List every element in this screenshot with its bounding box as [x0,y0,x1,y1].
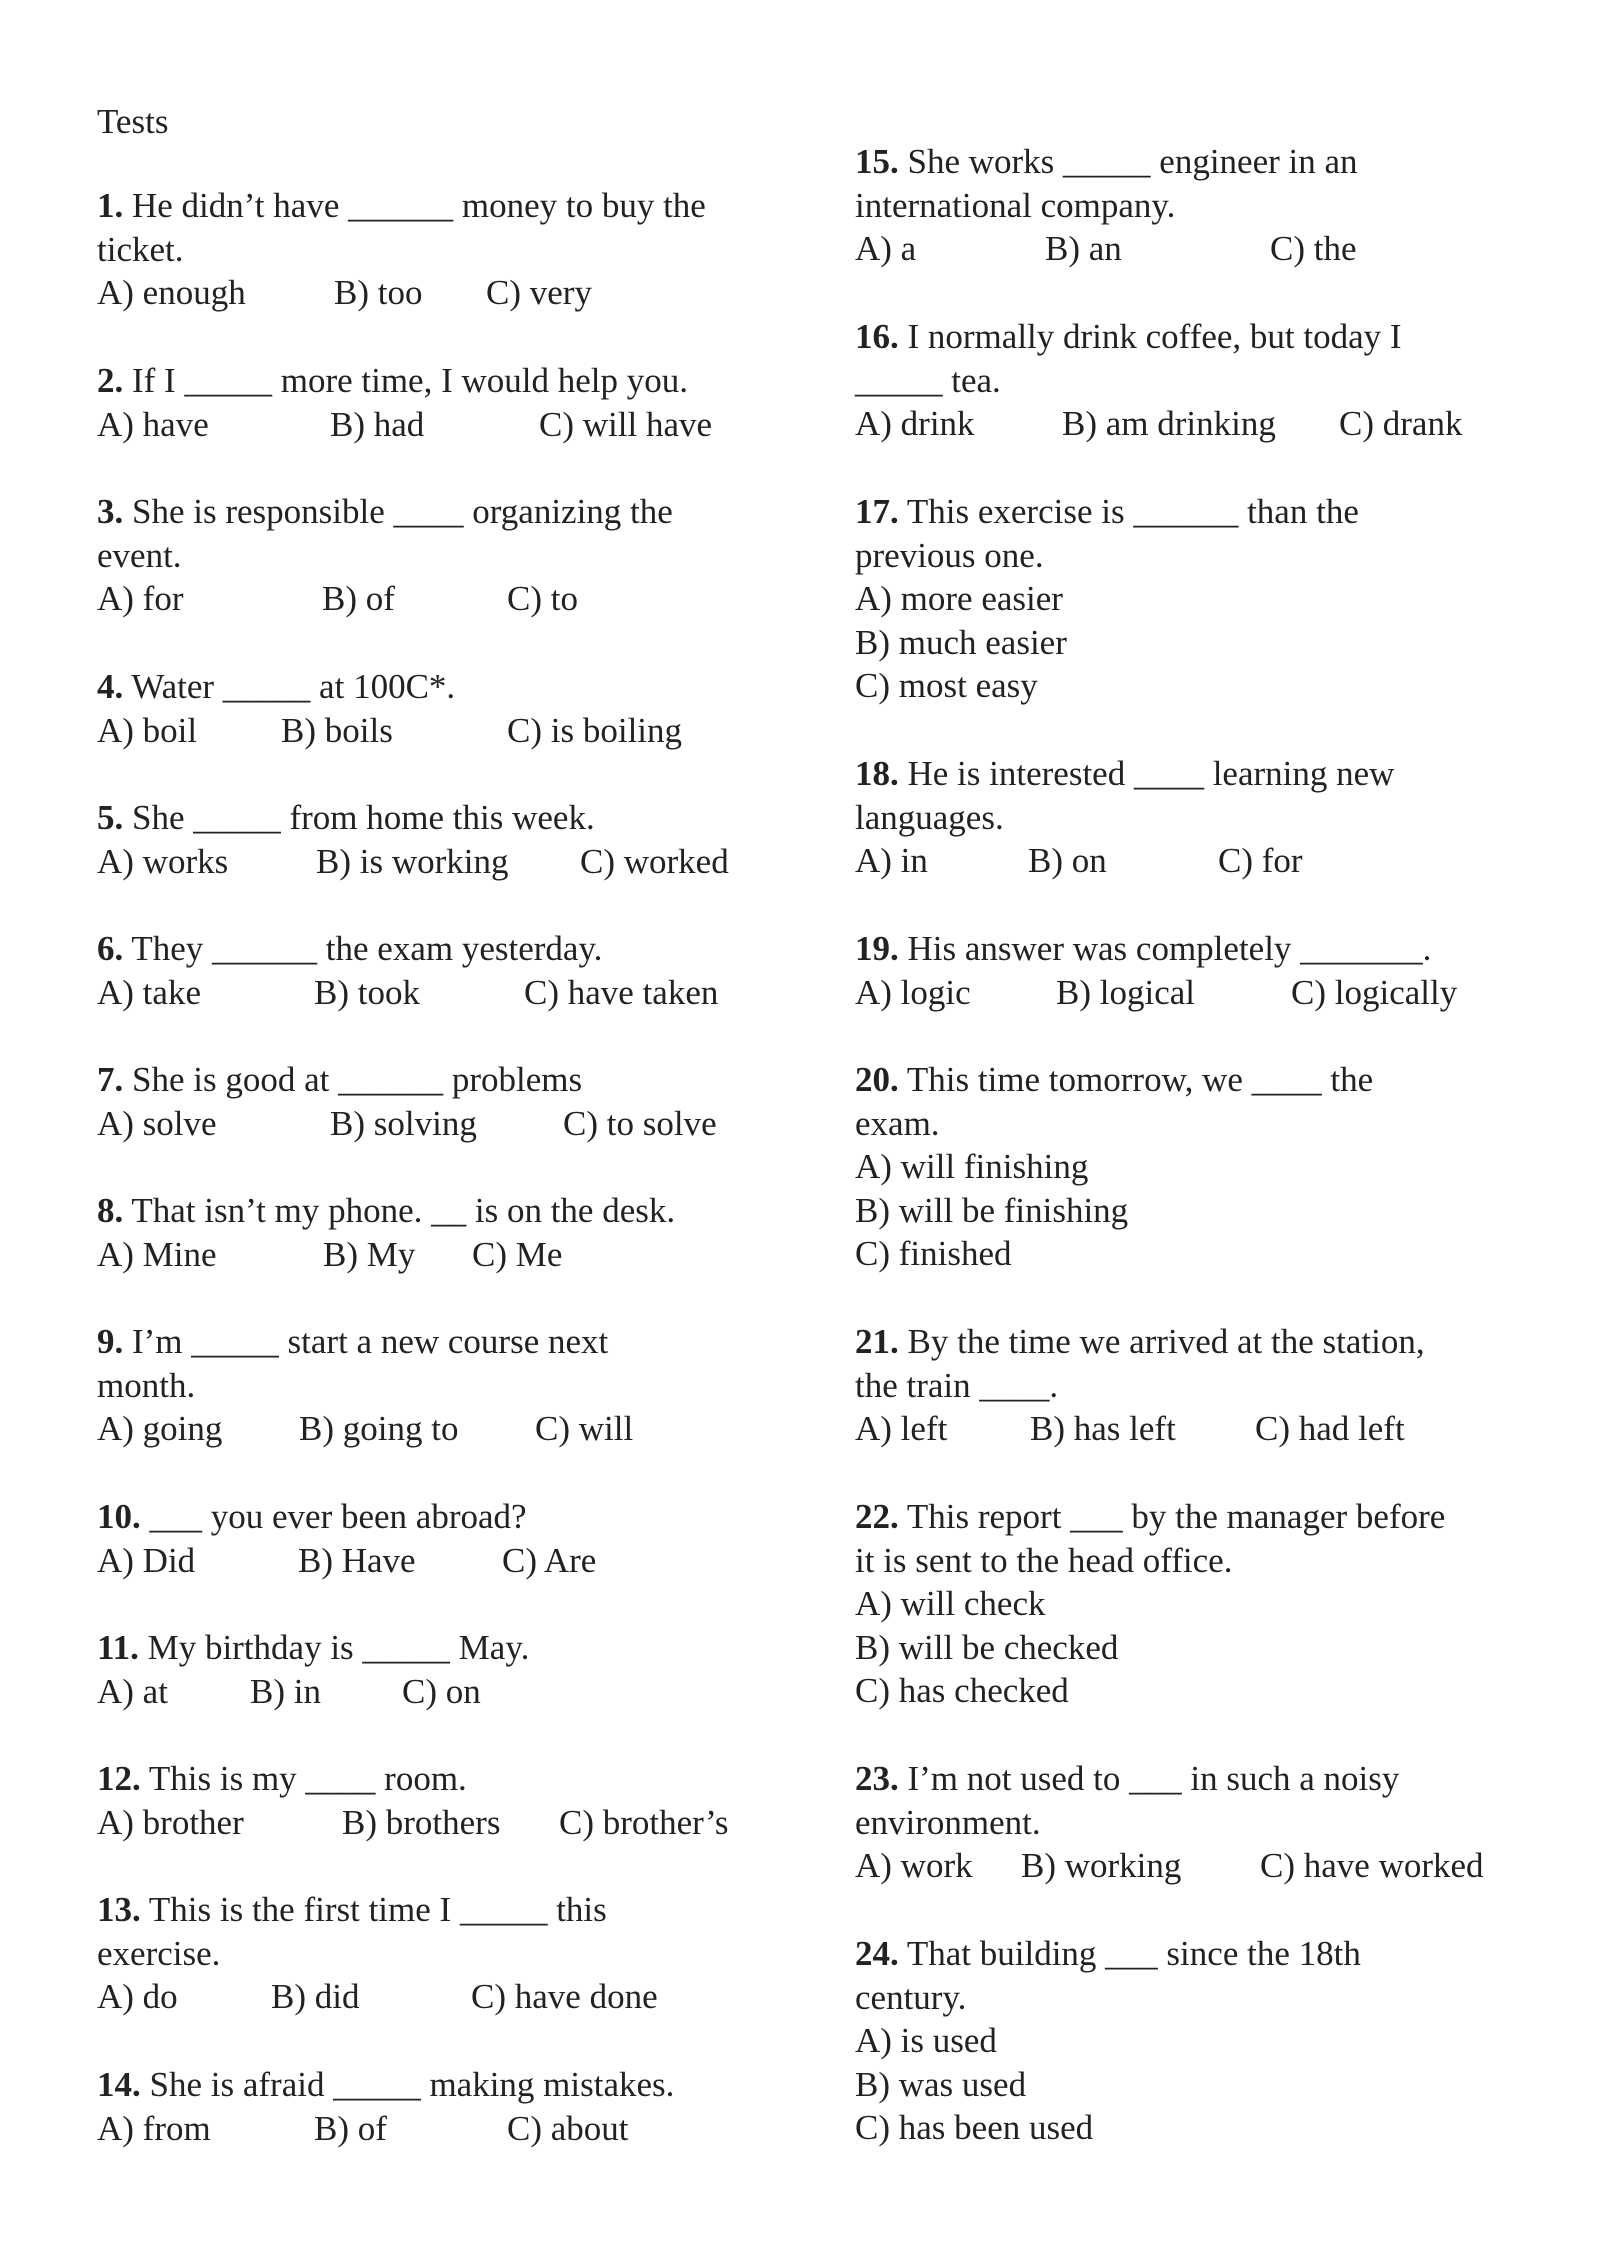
answer-options [97,1539,597,1583]
answer-option: B) will be finishing [855,1190,1129,1230]
question-line: 4. Water _____ at 100C*. [97,667,456,706]
question-text [855,927,1431,971]
question-text [97,1495,527,1539]
question-line: 12. This is my ____ room. [97,1759,467,1798]
question-text [97,184,706,271]
question-line: 22. This report ___ by the manager before [855,1497,1446,1536]
answer-option: B) working [1021,1846,1182,1886]
question-11 [97,1626,529,1713]
question-line: 8. That isn’t my phone. __ is on the desk. [97,1191,676,1230]
answer-option: B) of [322,579,395,619]
question-line: languages. [855,797,1004,837]
answer-option: B) had [330,404,425,444]
question-line: 3. She is responsible ____ organizing the [97,492,673,531]
question-number: 1. [97,186,124,225]
question-1 [97,184,706,315]
answer-option: C) logically [1291,972,1458,1012]
answer-option: A) going [97,1409,223,1449]
question-line: exercise. [97,1933,221,1973]
answer-option: B) much easier [855,622,1067,662]
answer-options [97,271,706,315]
answer-options [97,577,673,621]
question-number: 10. [97,1497,141,1536]
question-line: 18. He is interested ____ learning new [855,754,1395,793]
question-14 [97,2063,674,2150]
question-7 [97,1058,717,1145]
answer-option: C) have done [471,1977,658,2017]
answer-option: B) did [271,1977,360,2017]
question-line: previous one. [855,535,1044,575]
question-number: 3. [97,492,124,531]
answer-option: C) will have [539,404,713,444]
answer-option: B) of [314,2108,387,2148]
question-5 [97,796,729,883]
answer-option: B) am drinking [1062,404,1276,444]
question-line: 11. My birthday is _____ May. [97,1628,530,1667]
question-number: 9. [97,1322,124,1361]
answer-option: A) from [97,2108,211,2148]
question-text [855,1932,1361,2019]
question-number: 21. [855,1322,899,1361]
answer-option: B) an [1045,229,1122,269]
answer-option: A) logic [855,972,971,1012]
question-text [97,1058,582,1102]
question-text [855,1320,1425,1407]
answer-option: A) will check [855,1584,1046,1624]
question-20 [855,1058,1373,1276]
answer-option: C) to solve [563,1103,717,1143]
answer-option: B) on [1028,841,1107,881]
question-line: 7. She is good at ______ problems [97,1060,583,1099]
question-text [855,1757,1399,1844]
answer-options [97,1975,658,2019]
question-text [97,1320,608,1407]
question-number: 8. [97,1191,124,1230]
answer-option: B) has left [1030,1409,1176,1449]
question-number: 20. [855,1060,899,1099]
question-line: ticket. [97,229,184,269]
answer-option: A) do [97,1977,178,2017]
answer-options [855,402,1463,446]
question-3 [97,490,673,621]
answer-option: A) will finishing [855,1147,1089,1187]
answer-option: C) is boiling [507,710,683,750]
answer-option: C) finished [855,1234,1012,1274]
question-line: event. [97,535,182,575]
question-24 [855,1932,1361,2150]
answer-option: A) drink [855,404,975,444]
question-text [97,1888,607,1975]
answer-option: C) have worked [1260,1846,1484,1886]
question-line: 13. This is the first time I _____ this [97,1890,607,1929]
question-number: 15. [855,142,899,181]
answer-option: B) was used [855,2064,1027,2104]
answer-option: C) about [507,2108,629,2148]
answer-option: B) My [323,1234,416,1274]
question-line: 16. I normally drink coffee, but today I [855,317,1402,356]
answer-option: A) for [97,579,184,619]
answer-option: C) most easy [855,666,1038,706]
answer-options [97,1233,675,1277]
question-number: 13. [97,1890,141,1929]
answer-option: C) have taken [524,972,719,1012]
question-18 [855,752,1394,883]
question-21 [855,1320,1425,1451]
answer-option: A) a [855,229,917,269]
answer-option: C) to [507,579,578,619]
question-number: 12. [97,1759,141,1798]
question-text [855,1495,1445,1582]
answer-option: A) at [97,1671,168,1711]
answer-option: B) logical [1056,972,1195,1012]
question-number: 7. [97,1060,124,1099]
answer-option: C) Are [502,1540,597,1580]
answer-option: C) has checked [855,1671,1069,1711]
question-line: 24. That building ___ since the 18th [855,1934,1361,1973]
question-9 [97,1320,634,1451]
answer-option: C) brother’s [559,1802,729,1842]
question-line: it is sent to the head office. [855,1540,1233,1580]
answer-option: B) brothers [342,1802,501,1842]
question-text [97,1626,529,1670]
answer-option: C) for [1218,841,1303,881]
question-number: 14. [97,2065,141,2104]
question-text [855,315,1402,402]
question-line: exam. [855,1103,940,1143]
question-line: 23. I’m not used to ___ in such a noisy [855,1759,1400,1798]
question-line: century. [855,1977,967,2017]
question-line: _____ tea. [855,360,1001,400]
question-text [97,1189,675,1233]
answer-option: C) on [402,1671,481,1711]
question-number: 11. [97,1628,139,1667]
answer-option: A) work [855,1846,973,1886]
question-text [855,752,1394,839]
answer-option: C) worked [580,841,729,881]
answer-option: B) in [250,1671,321,1711]
question-line: 21. By the time we arrived at the station, [855,1322,1425,1361]
question-number: 18. [855,754,899,793]
answer-option: A) Mine [97,1234,217,1274]
question-text [855,490,1359,577]
answer-options [855,839,1394,883]
question-text [855,1058,1373,1145]
question-line: environment. [855,1802,1041,1842]
answer-option: A) left [855,1409,948,1449]
answer-option: A) in [855,841,928,881]
question-text [97,665,455,709]
answer-option: B) solving [330,1103,477,1143]
question-line: 6. They ______ the exam yesterday. [97,929,603,968]
question-text [97,796,595,840]
question-number: 19. [855,929,899,968]
answer-options [97,1102,717,1146]
question-number: 17. [855,492,899,531]
answer-options [97,1670,529,1714]
answer-option: C) will [535,1409,634,1449]
question-number: 2. [97,361,124,400]
question-line: 14. She is afraid _____ making mistakes. [97,2065,675,2104]
answer-option: C) has been used [855,2108,1094,2148]
question-text [855,140,1358,227]
question-10 [97,1495,597,1582]
question-17 [855,490,1359,708]
answer-options [97,2107,674,2151]
answer-options [97,840,729,884]
answer-options [855,1407,1425,1451]
answer-option: B) will be checked [855,1627,1119,1667]
answer-option: A) take [97,972,201,1012]
answer-options [855,971,1458,1015]
question-line: the train ____. [855,1365,1059,1405]
answer-option: B) going to [299,1409,459,1449]
question-line: 9. I’m _____ start a new course next [97,1322,609,1361]
question-line: 5. She _____ from home this week. [97,798,595,837]
question-line: 15. She works _____ engineer in an [855,142,1358,181]
answer-option: C) had left [1255,1409,1405,1449]
question-6 [97,927,719,1014]
question-15 [855,140,1358,271]
answer-option: B) took [314,972,420,1012]
answer-options [855,1844,1484,1888]
question-number: 4. [97,667,124,706]
answer-options [97,1407,634,1451]
question-19 [855,927,1458,1014]
answer-option: A) Did [97,1540,196,1580]
question-13 [97,1888,658,2019]
question-12 [97,1757,729,1844]
answer-option: B) boils [281,710,393,750]
answer-option: C) drank [1339,404,1463,444]
question-4 [97,665,683,752]
question-number: 23. [855,1759,899,1798]
answer-option: C) the [1270,229,1357,269]
question-line: 20. This time tomorrow, we ____ the [855,1060,1374,1099]
question-number: 22. [855,1497,899,1536]
answer-option: C) Me [472,1234,563,1274]
answer-option: A) enough [97,273,246,313]
question-text [97,927,602,971]
answer-options [97,1801,729,1845]
page-title: Tests [97,102,169,141]
answer-option: A) brother [97,1802,244,1842]
question-line: international company. [855,185,1176,225]
answer-option: A) have [97,404,209,444]
question-text [97,359,688,403]
question-8 [97,1189,675,1276]
answer-option: A) boil [97,710,198,750]
question-line: month. [97,1365,196,1405]
question-number: 16. [855,317,899,356]
question-line: 2. If I _____ more time, I would help you. [97,361,689,400]
question-text [97,2063,674,2107]
answer-option: B) is working [316,841,509,881]
answer-option: A) works [97,841,229,881]
answer-options [97,403,713,447]
question-23 [855,1757,1484,1888]
answer-option: B) Have [298,1540,416,1580]
answer-option: A) is used [855,2021,997,2061]
question-line: 17. This exercise is ______ than the [855,492,1359,531]
question-number: 6. [97,929,124,968]
question-number: 24. [855,1934,899,1973]
answer-option: A) more easier [855,579,1063,619]
question-2 [97,359,713,446]
question-line: 1. He didn’t have ______ money to buy the [97,186,706,225]
question-number: 5. [97,798,124,837]
answer-options [97,709,683,753]
answer-option: C) very [486,273,592,313]
answer-options [855,227,1358,271]
question-16 [855,315,1463,446]
question-line: 10. ___ you ever been abroad? [97,1497,527,1536]
question-text [97,1757,467,1801]
question-text [97,490,673,577]
question-22 [855,1495,1445,1713]
question-line: 19. His answer was completely _______. [855,929,1432,968]
answer-option: B) too [334,273,423,313]
answer-options [97,971,719,1015]
answer-option: A) solve [97,1103,217,1143]
